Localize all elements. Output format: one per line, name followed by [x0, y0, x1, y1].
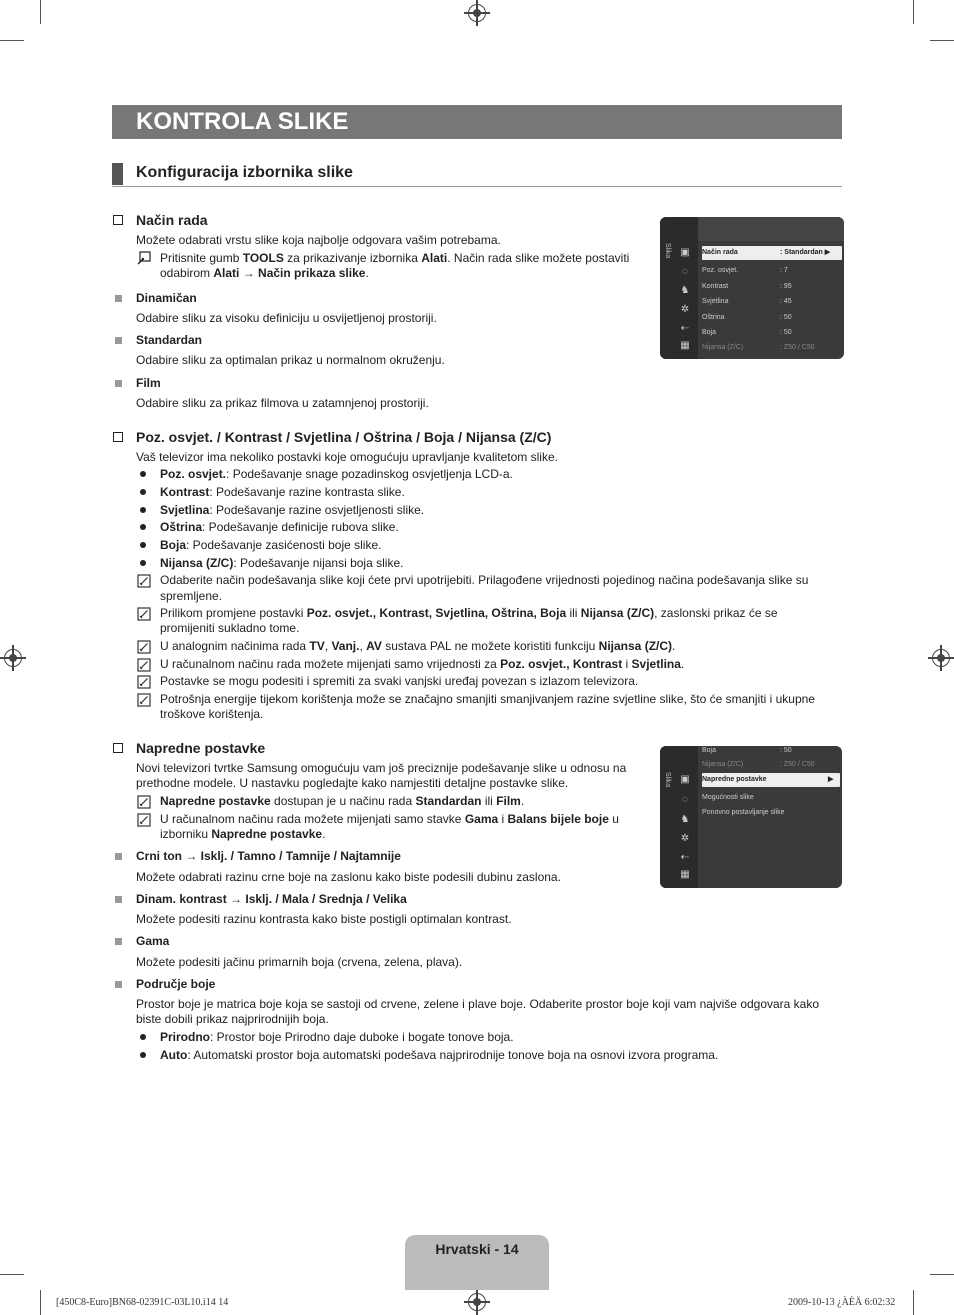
- menu-row: Kontrast : 95: [702, 283, 792, 290]
- page-title-bar: [112, 105, 842, 139]
- input-icon: ⇠: [680, 323, 690, 334]
- poz-note: Odaberite način podešavanja slike koji ćete prvi upotrijebiti. Prilagođene vrijednosti pojedinog načina podešavanja slike su: [160, 573, 809, 587]
- option-title: Dinamičan: [136, 291, 197, 305]
- print-meta-left: [450C8-Euro]BN68-02391C-03L10.i14 14: [56, 1297, 229, 1308]
- bullet-square-icon: [115, 295, 122, 302]
- poz-bullet: Kontrast: Podešavanje razine kontrasta slike.: [160, 485, 405, 499]
- option-text: Odabire sliku za optimalan prikaz u normalnom okruženju.: [136, 353, 445, 367]
- sound-icon: ◌: [682, 794, 688, 805]
- print-meta-right: 2009-10-13 ¿ÀÈÄ 6:02:32: [788, 1297, 896, 1308]
- channel-icon: ♞: [680, 814, 690, 825]
- bullet-dot-icon: [140, 471, 146, 477]
- registration-mark-icon: [468, 4, 486, 22]
- poz-note: Prilikom promjene postavki Poz. osvjet., Kontrast, Svjetlina, Oštrina, Boja ili Nijansa (Z/C), zaslonski prikaz će se: [160, 606, 778, 620]
- support-icon: ▦: [680, 340, 690, 351]
- page-number-tab: [405, 1235, 549, 1290]
- crop-mark: [0, 1274, 24, 1275]
- picture-icon: ▣: [680, 774, 690, 785]
- registration-mark-icon: [468, 1293, 486, 1311]
- option-text: Možete odabrati razinu crne boje na zaslonu kako biste podesili dubinu zaslona.: [136, 870, 561, 884]
- option-title: Film: [136, 376, 161, 390]
- registration-mark-icon: [932, 649, 950, 667]
- bullet-square-icon: [115, 896, 122, 903]
- page-number: Hrvatski - 14: [435, 1241, 519, 1257]
- napredne-note: izborniku Napredne postavke.: [160, 827, 326, 841]
- option-text: Možete podesiti jačinu primarnih boja (crvena, zelena, plava).: [136, 955, 463, 969]
- poz-note: troškove korištenja.: [160, 707, 264, 721]
- crop-mark: [913, 1290, 914, 1315]
- menu-sidebar: [660, 746, 698, 888]
- menu-row: Boja : 50: [702, 747, 792, 754]
- menu-row: Svjetlina : 45: [702, 298, 792, 305]
- tv-menu-screenshot: [660, 746, 842, 888]
- bullet-dot-icon: [140, 1052, 146, 1058]
- option-title: Crni ton → Isklj. / Tamno / Tamnije / Najtamnije: [136, 849, 401, 863]
- nacin-intro: Možete odabrati vrstu slike koja najbolje odgovara vašim potrebama.: [136, 233, 501, 247]
- channel-icon: ♞: [680, 285, 690, 296]
- bullet-square-icon: [115, 380, 122, 387]
- poz-heading: Poz. osvjet. / Kontrast / Svjetlina / Oštrina / Boja / Nijansa (Z/C): [136, 429, 552, 445]
- bullet-square-icon: [115, 337, 122, 344]
- menu-row: Oštrina : 50: [702, 314, 792, 321]
- poz-bullet: Oštrina: Podešavanje definicije rubova slike.: [160, 520, 399, 534]
- menu-header: [698, 217, 844, 241]
- crop-mark: [0, 40, 24, 41]
- menu-row: Nijansa (Z/C) : Z50 / C50: [702, 761, 815, 768]
- menu-sidebar: [660, 217, 698, 359]
- option-text: Odabire sliku za prikaz filmova u zatamnjenoj prostoriji.: [136, 396, 429, 410]
- note-icon: [137, 675, 151, 689]
- napredne-note: Napredne postavke dostupan je u načinu rada Standardan ili Film.: [160, 794, 525, 808]
- poz-note: Potrošnja energije tijekom korištenja može se značajno smanjiti smanjivanjem razine svjetline slike, što će smanjiti i ukupne: [160, 692, 815, 706]
- note-icon: [137, 607, 151, 621]
- menu-row: Mogućnosti slike: [702, 794, 754, 801]
- setup-icon: ✲: [680, 304, 690, 315]
- option-text: biste dobili prikaz najprirodnijih boja.: [136, 1012, 329, 1026]
- menu-row: Nijansa (Z/C) : Z50 / C50: [702, 344, 815, 351]
- checkbox-square-icon: [113, 215, 123, 225]
- section-title: Konfiguracija izbornika slike: [136, 164, 353, 181]
- option-text: Prostor boje je matrica boje koja se sastoji od crvene, zelene i plave boje. Odaberite prostor boje koji vam najviše odgovara kako: [136, 997, 820, 1011]
- input-icon: ⇠: [680, 852, 690, 863]
- option-text: Odabire sliku za visoku definiciju u osvijetljenoj prostoriji.: [136, 311, 437, 325]
- note-icon: [137, 640, 151, 654]
- nacin-heading: Način rada: [136, 212, 208, 228]
- menu-row: Boja : 50: [702, 329, 792, 336]
- section-marker: [112, 163, 123, 185]
- checkbox-square-icon: [113, 432, 123, 442]
- note-icon: [137, 693, 151, 707]
- poz-note: promijeniti sukladno tome.: [160, 621, 300, 635]
- crop-mark: [930, 1274, 954, 1275]
- poz-bullet: Boja: Podešavanje zasićenosti boje slike.: [160, 538, 382, 552]
- page-title: KONTROLA SLIKE: [136, 108, 349, 135]
- picture-icon: ▣: [680, 247, 690, 258]
- option-text: Možete podesiti razinu kontrasta kako biste postigli optimalan kontrast.: [136, 912, 512, 926]
- option-title: Standardan: [136, 333, 203, 347]
- menu-row: Napredne postavke ▶: [702, 773, 840, 787]
- support-icon: ▦: [680, 869, 690, 880]
- bullet-square-icon: [115, 981, 122, 988]
- note-icon: [137, 658, 151, 672]
- crop-mark: [40, 1290, 41, 1315]
- menu-row: Ponovno postavljanje slike: [702, 809, 785, 816]
- nacin-tools-line1: Pritisnite gumb TOOLS za prikazivanje izbornika Alati. Način rada slike možete postaviti: [160, 251, 630, 265]
- crop-mark: [930, 40, 954, 41]
- poz-note: Postavke se mogu podesiti i spremiti za svaki vanjski uređaj povezan s izlazom televizora.: [160, 674, 639, 688]
- bullet-square-icon: [115, 938, 122, 945]
- tools-icon: [137, 251, 151, 265]
- poz-bullet: Nijansa (Z/C): Podešavanje nijansi boja slike.: [160, 556, 404, 570]
- sound-icon: ◌: [682, 266, 688, 277]
- note-icon: [137, 813, 151, 827]
- crop-mark: [913, 0, 914, 24]
- poz-bullet: Poz. osvjet.: Podešavanje snage pozadinskog osvjetljenja LCD-a.: [160, 467, 513, 481]
- tv-menu-screenshot: [660, 217, 844, 359]
- section-divider: [112, 186, 842, 187]
- poz-note: U računalnom načinu rada možete mijenjati samo vrijednosti za Poz. osvjet., Kontrast i Svjetlina.: [160, 657, 685, 671]
- option-title: Dinam. kontrast → Isklj. / Mala / Srednja / Velika: [136, 892, 407, 906]
- checkbox-square-icon: [113, 743, 123, 753]
- nacin-tools-line2: odabirom Alati → Način prikaza slike.: [160, 266, 369, 280]
- napredne-note: U računalnom načinu rada možete mijenjati samo stavke Gama i Balans bijele boje u: [160, 812, 619, 826]
- napredne-bullet: Prirodno: Prostor boje Prirodno daje duboke i bogate tonove boja.: [160, 1030, 514, 1044]
- menu-row: Poz. osvjet. : 7: [702, 267, 788, 274]
- menu-side-label: Slika: [664, 243, 671, 259]
- bullet-dot-icon: [140, 560, 146, 566]
- bullet-dot-icon: [140, 507, 146, 513]
- setup-icon: ✲: [680, 833, 690, 844]
- menu-side-label: Slika: [664, 772, 671, 788]
- registration-mark-icon: [4, 649, 22, 667]
- napredne-bullet: Auto: Automatski prostor boja automatski podešava najprirodnije tonove boja na osnovi izvora programa.: [160, 1048, 719, 1062]
- napredne-intro: Novi televizori tvrtke Samsung omogućuju vam još preciznije podešavanje slike u odnosu na: [136, 761, 627, 775]
- poz-note: spremljene.: [160, 589, 223, 603]
- crop-mark: [40, 0, 41, 24]
- option-title: Gama: [136, 934, 170, 948]
- bullet-dot-icon: [140, 542, 146, 548]
- bullet-dot-icon: [140, 1034, 146, 1040]
- napredne-heading: Napredne postavke: [136, 740, 266, 756]
- bullet-dot-icon: [140, 489, 146, 495]
- poz-intro: Vaš televizor ima nekoliko postavki koje omogućuju upravljanje kvalitetom slike.: [136, 450, 558, 464]
- note-icon: [137, 574, 151, 588]
- poz-bullet: Svjetlina: Podešavanje razine osvjetljenosti slike.: [160, 503, 425, 517]
- bullet-dot-icon: [140, 524, 146, 530]
- napredne-intro: prethodne modele. U nastavku pogledajte kako namjestiti detaljne postavke slike.: [136, 776, 569, 790]
- note-icon: [137, 795, 151, 809]
- poz-note: U analognim načinima rada TV, Vanj., AV sustava PAL ne možete koristiti funkciju Nijansa (Z/C).: [160, 639, 676, 653]
- menu-row: Način rada : Standardan ▶: [702, 246, 842, 260]
- bullet-square-icon: [115, 853, 122, 860]
- option-title: Područje boje: [136, 977, 216, 991]
